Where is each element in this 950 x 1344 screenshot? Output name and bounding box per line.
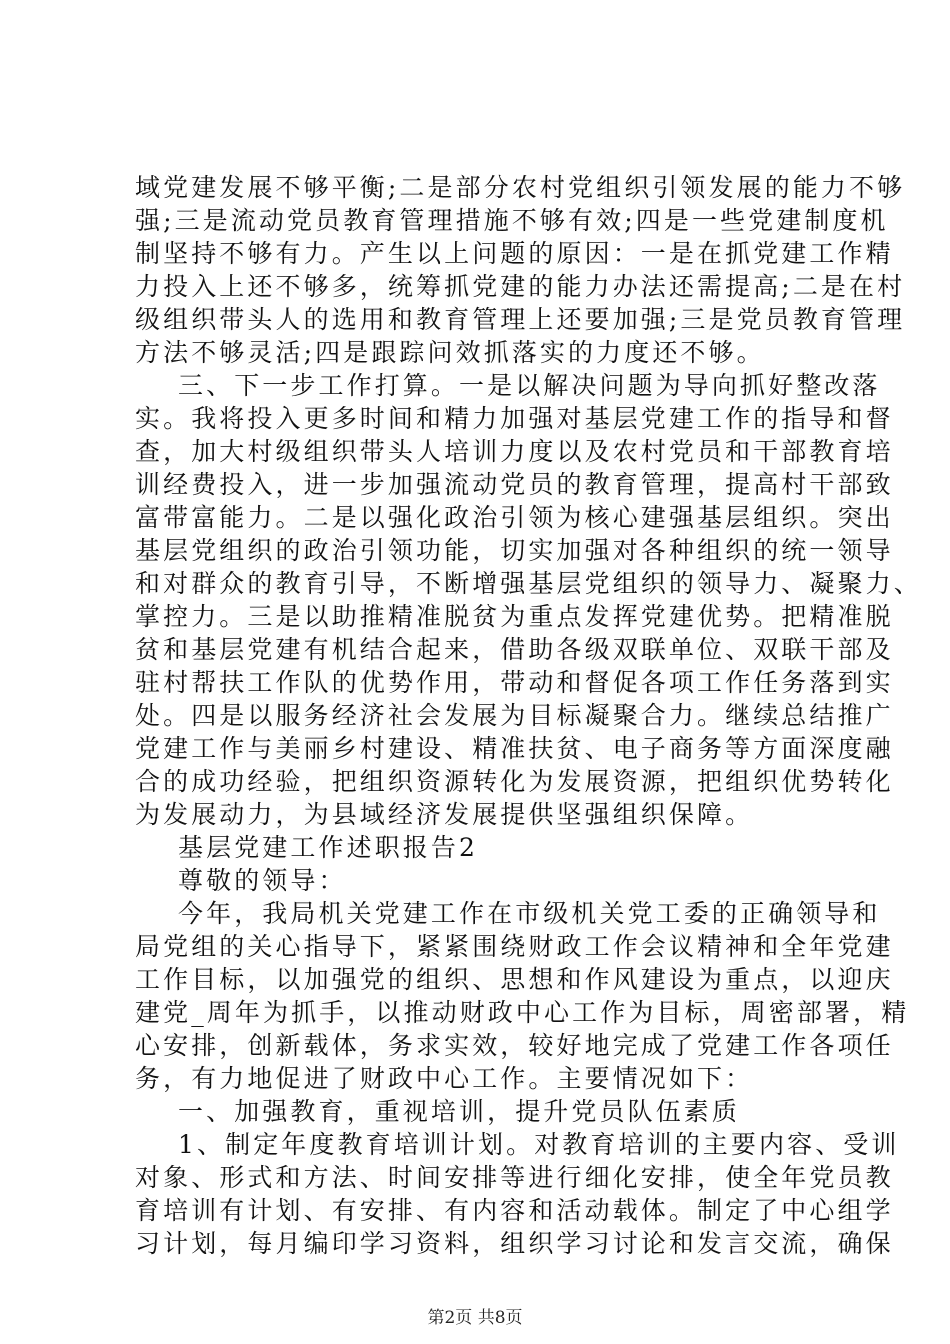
text-line: 1、制定年度教育培训计划。对教育培训的主要内容、受训 [178, 1130, 900, 1159]
text-line: 富带富能力。二是以强化政治引领为核心建强基层组织。突出 [135, 503, 894, 532]
text-line: 对象、形式和方法、时间安排等进行细化安排，使全年党员教 [135, 1163, 894, 1192]
salutation: 尊敬的领导： [178, 866, 347, 895]
text-line: 掌控力。三是以助推精准脱贫为重点发挥党建优势。把精准脱 [135, 602, 894, 631]
text-line: 和对群众的教育引导，不断增强基层党组织的领导力、凝聚力、 [135, 569, 922, 598]
text-line: 域党建发展不够平衡;二是部分农村党组织引领发展的能力不够 [135, 173, 906, 202]
text-line: 强;三是流动党员教育管理措施不够有效;四是一些党建制度机 [135, 206, 889, 235]
text-line: 实。我将投入更多时间和精力加强对基层党建工作的指导和督 [135, 404, 894, 433]
text-line: 级组织带头人的选用和教育管理上还要加强;三是党员教育管理 [135, 305, 906, 334]
text-line: 制坚持不够有力。产生以上问题的原因：一是在抓党建工作精 [135, 239, 894, 268]
text-line: 驻村帮扶工作队的优势作用，带动和督促各项工作任务落到实 [135, 668, 894, 697]
section-title: 基层党建工作述职报告2 [178, 833, 479, 862]
text-line: 今年，我局机关党建工作在市级机关党工委的正确领导和 [178, 899, 881, 928]
text-line: 党建工作与美丽乡村建设、精准扶贫、电子商务等方面深度融 [135, 734, 894, 763]
subheading: 一、加强教育，重视培训，提升党员队伍素质 [178, 1097, 741, 1126]
text-line: 建党_周年为抓手，以推动财政中心工作为目标，周密部署，精 [135, 998, 910, 1027]
text-line: 方法不够灵活;四是跟踪问效抓落实的力度还不够。 [135, 338, 765, 367]
text-line: 贫和基层党建有机结合起来，借助各级双联单位、双联干部及 [135, 635, 894, 664]
text-line: 务，有力地促进了财政中心工作。主要情况如下： [135, 1064, 754, 1093]
text-line: 三、下一步工作打算。一是以解决问题为导向抓好整改落 [178, 371, 881, 400]
text-line: 为发展动力，为县域经济发展提供坚强组织保障。 [135, 800, 754, 829]
text-line: 习计划，每月编印学习资料，组织学习讨论和发言交流，确保 [135, 1229, 894, 1258]
text-line: 训经费投入，进一步加强流动党员的教育管理，提高村干部致 [135, 470, 894, 499]
text-line: 合的成功经验，把组织资源转化为发展资源，把组织优势转化 [135, 767, 894, 796]
text-line: 育培训有计划、有安排、有内容和活动载体。制定了中心组学 [135, 1196, 894, 1225]
text-line: 心安排，创新载体，务求实效，较好地完成了党建工作各项任 [135, 1031, 894, 1060]
text-line: 局党组的关心指导下，紧紧围绕财政工作会议精神和全年党建 [135, 932, 894, 961]
page-footer: 第2页 共8页 [427, 1308, 523, 1328]
text-line: 工作目标，以加强党的组织、思想和作风建设为重点，以迎庆 [135, 965, 894, 994]
text-line: 处。四是以服务经济社会发展为目标凝聚合力。继续总结推广 [135, 701, 894, 730]
text-line: 查，加大村级组织带头人培训力度以及农村党员和干部教育培 [135, 437, 894, 466]
text-line: 力投入上还不够多，统筹抓党建的能力办法还需提高;二是在村 [135, 272, 906, 301]
text-line: 基层党组织的政治引领功能，切实加强对各种组织的统一领导 [135, 536, 894, 565]
